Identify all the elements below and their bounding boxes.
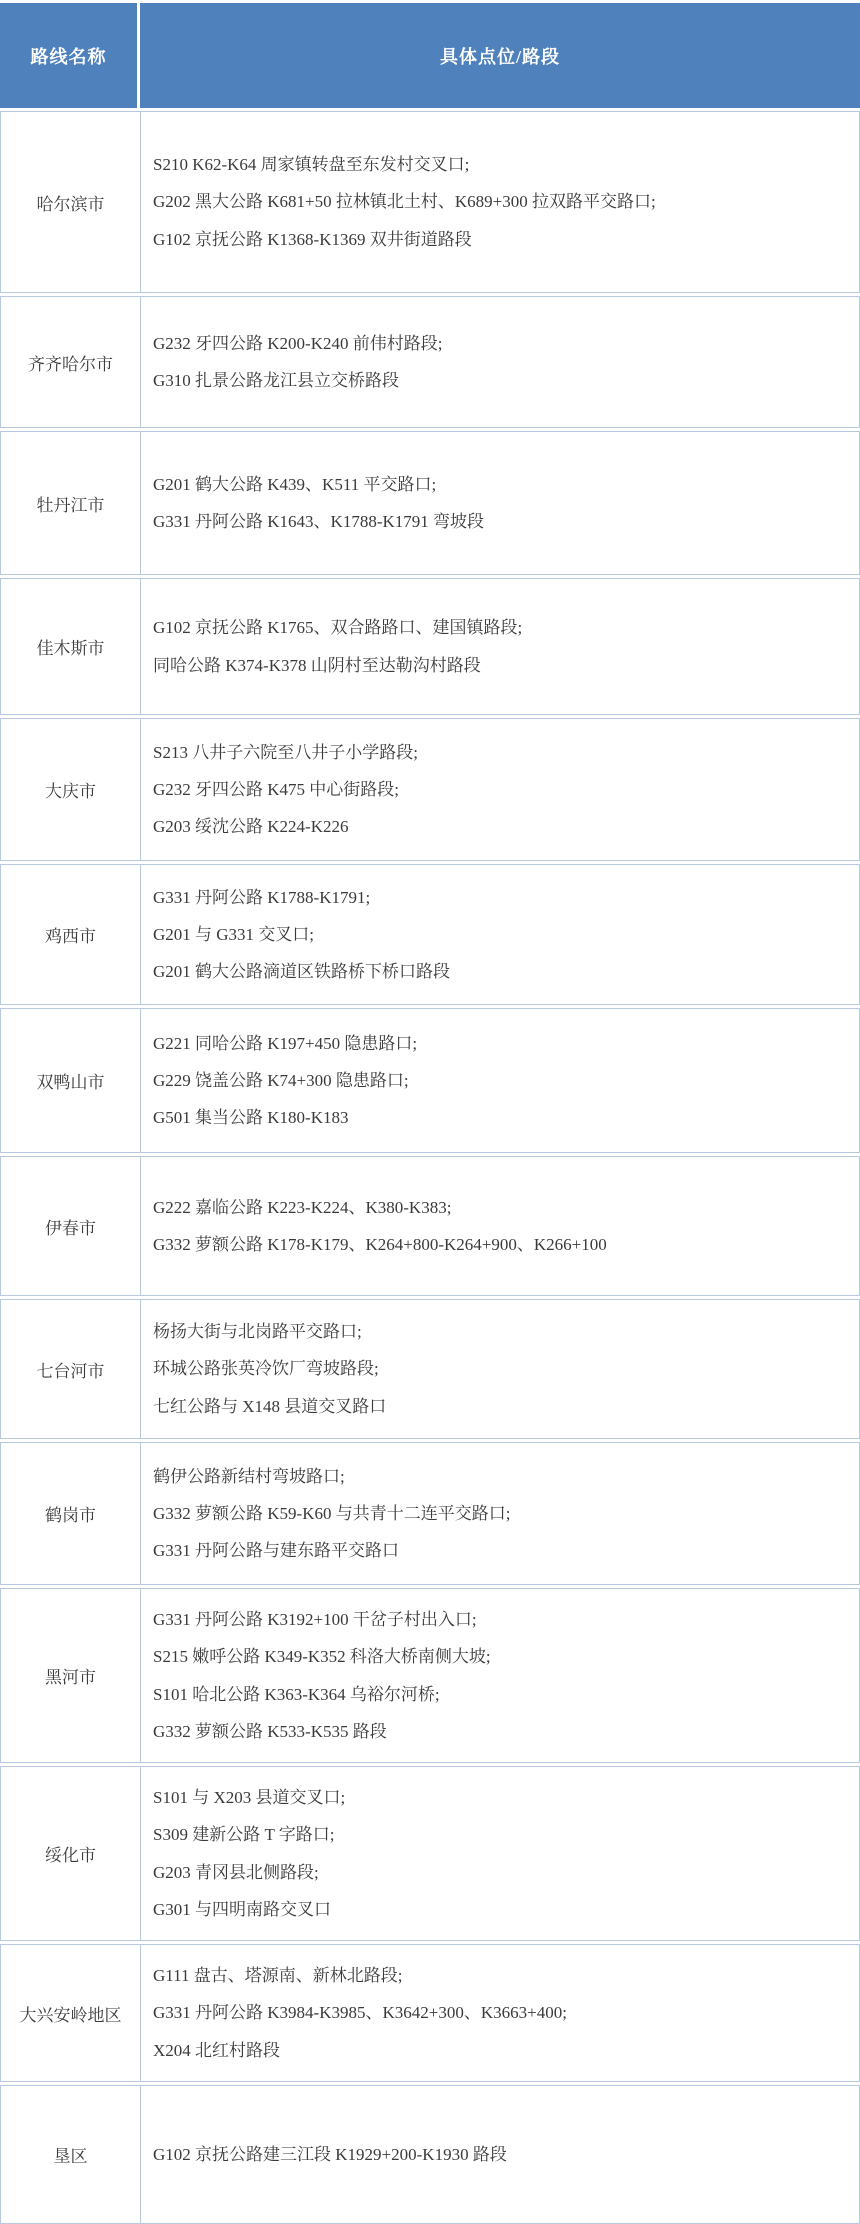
road-section-line: G310 扎景公路龙江县立交桥路段 (153, 371, 400, 390)
road-section-line: 七红公路与 X148 县道交叉路口 (153, 1396, 387, 1416)
road-sections (141, 112, 859, 292)
city-name: 双鸭山市 (1, 1009, 141, 1152)
table-row (0, 1766, 860, 1941)
road-section-line: X204 北红村路段 (153, 2040, 281, 2060)
city-name: 黑河市 (1, 1589, 141, 1762)
road-sections (141, 719, 859, 860)
city-name: 垦区 (1, 2086, 141, 2223)
road-section-line: G331 丹阿公路 K1788-K1791; (153, 887, 371, 907)
table-row (0, 431, 860, 575)
table-row (0, 1008, 860, 1153)
road-section-line: S210 K62-K64 周家镇转盘至东发村交叉口; (153, 155, 470, 175)
table-row (0, 296, 860, 428)
road-sections (141, 579, 859, 714)
city-name: 七台河市 (1, 1300, 141, 1438)
city-name: 鹤岗市 (1, 1443, 141, 1584)
road-section-line: G203 青冈县北侧路段; (153, 1862, 319, 1882)
table-row (0, 111, 860, 293)
road-sections (141, 1157, 859, 1295)
table-row (0, 1299, 860, 1439)
road-section-line: G221 同哈公路 K197+450 隐患路口; (153, 1033, 418, 1053)
column-header-specific-locations: 具体点位/路段 (439, 46, 560, 67)
road-section-line: S309 建新公路 T 字路口; (153, 1825, 335, 1845)
road-sections (141, 297, 859, 427)
road-sections (141, 1945, 859, 2081)
road-sections (141, 1009, 859, 1152)
road-section-line: G332 萝额公路 K178-K179、K264+800-K264+900、K266+100 (153, 1235, 607, 1254)
road-section-line: S101 哈北公路 K363-K364 乌裕尔河桥; (153, 1684, 440, 1704)
table-row (0, 864, 860, 1005)
table-row (0, 2085, 860, 2224)
city-name: 牡丹江市 (1, 432, 141, 574)
city-name: 伊春市 (1, 1157, 141, 1295)
column-header-route-name: 路线名称 (0, 3, 140, 108)
road-section-line: G331 丹阿公路 K1643、K1788-K1791 弯坡段 (153, 512, 485, 531)
road-sections (141, 1443, 859, 1584)
road-section-line: G301 与四明南路交叉口 (153, 1899, 332, 1919)
road-sections (141, 2086, 859, 2223)
road-section-line: G331 丹阿公路与建东路平交路口 (153, 1541, 400, 1561)
road-section-line: G102 京抚公路建三江段 K1929+200-K1930 路段 (153, 2144, 507, 2164)
city-name: 佳木斯市 (1, 579, 141, 714)
road-section-line: G102 京抚公路 K1368-K1369 双井街道路段 (153, 229, 472, 249)
road-sections (141, 1300, 859, 1438)
table-row (0, 578, 860, 715)
road-section-line: S213 八井子六院至八井子小学路段; (153, 742, 418, 762)
road-section-line: G111 盘古、塔源南、新林北路段; (153, 1966, 403, 1986)
table-row (0, 1944, 860, 2082)
road-section-line: G331 丹阿公路 K3984-K3985、K3642+300、K3663+400; (153, 2003, 567, 2023)
city-name: 大兴安岭地区 (1, 1945, 141, 2081)
road-section-line: G102 京抚公路 K1765、双合路路口、建国镇路段; (153, 618, 523, 638)
road-section-line: G201 与 G331 交叉口; (153, 924, 315, 944)
road-section-line: G201 鹤大公路滴道区铁路桥下桥口路段 (153, 962, 451, 982)
table-body (0, 111, 860, 2224)
road-sections (141, 1767, 859, 1940)
road-section-line: 鹤伊公路新结村弯坡路口; (153, 1466, 345, 1486)
road-section-line: G203 绥沈公路 K224-K226 (153, 817, 349, 837)
road-sections (141, 865, 859, 1004)
road-section-line: G332 萝额公路 K533-K535 路段 (153, 1721, 387, 1741)
city-name: 鸡西市 (1, 865, 141, 1004)
road-section-line: G229 饶盖公路 K74+300 隐患路口; (153, 1070, 409, 1090)
road-section-line: 杨扬大街与北岗路平交路口; (153, 1322, 362, 1342)
road-section-line: G501 集当公路 K180-K183 (153, 1108, 349, 1128)
road-section-line: G232 牙四公路 K200-K240 前伟村路段; (153, 333, 443, 353)
road-section-line: G232 牙四公路 K475 中心街路段; (153, 779, 400, 799)
road-sections (141, 1589, 859, 1762)
road-section-line: S101 与 X203 县道交叉口; (153, 1788, 346, 1807)
city-name: 大庆市 (1, 719, 141, 860)
city-name: 齐齐哈尔市 (1, 297, 141, 427)
table-row (0, 1156, 860, 1296)
road-sections (141, 432, 859, 574)
table-row (0, 1588, 860, 1763)
road-section-line: S215 嫩呼公路 K349-K352 科洛大桥南侧大坡; (153, 1647, 491, 1667)
table-row (0, 1442, 860, 1585)
city-name: 哈尔滨市 (1, 112, 141, 292)
road-section-line: G201 鹤大公路 K439、K511 平交路口; (153, 474, 437, 494)
table-header-row (0, 3, 860, 108)
table-row (0, 718, 860, 861)
road-section-line: G222 嘉临公路 K223-K224、K380-K383; (153, 1197, 452, 1217)
city-name: 绥化市 (1, 1767, 141, 1940)
road-section-line: G331 丹阿公路 K3192+100 干岔子村出入口; (153, 1610, 477, 1629)
road-section-line: 环城公路张英冷饮厂弯坡路段; (153, 1359, 379, 1379)
road-section-line: G332 萝额公路 K59-K60 与共青十二连平交路口; (153, 1503, 511, 1523)
road-section-line: 同哈公路 K374-K378 山阴村至达勒沟村路段 (153, 655, 481, 675)
road-section-line: G202 黑大公路 K681+50 拉林镇北土村、K689+300 拉双路平交路口; (153, 192, 656, 212)
